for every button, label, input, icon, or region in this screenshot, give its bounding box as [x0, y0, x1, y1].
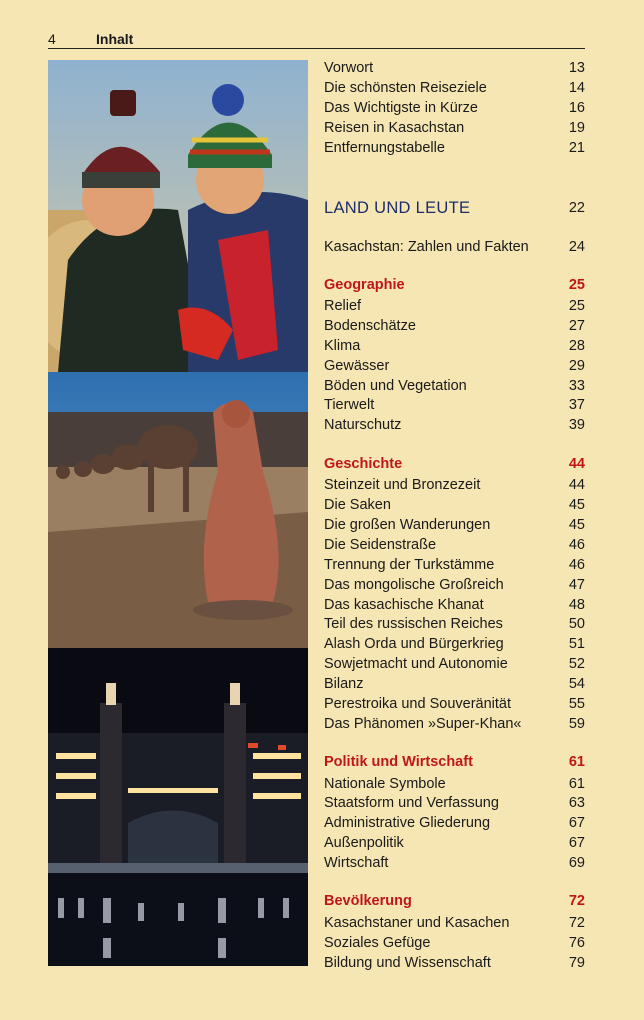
- toc-section-heading[interactable]: [324, 752, 585, 772]
- toc-section-title: Politik und Wirtschaft: [324, 754, 473, 770]
- toc-entry[interactable]: [324, 774, 585, 794]
- photo-children: [48, 60, 308, 372]
- toc-entry-page: 52: [568, 656, 585, 672]
- toc-section-heading[interactable]: [324, 454, 585, 474]
- toc-entry[interactable]: [324, 415, 585, 435]
- toc-entry-title: Entfernungstabelle: [324, 140, 445, 156]
- toc-entry[interactable]: [324, 674, 585, 694]
- toc-entry-title: Klima: [324, 338, 361, 354]
- toc-entry-title: Tierwelt: [324, 397, 375, 413]
- photo-column: [48, 60, 308, 966]
- toc-section-page: 72: [568, 893, 585, 909]
- toc-entry-page: 45: [568, 517, 585, 533]
- toc-entry-title: Gewässer: [324, 358, 390, 374]
- toc-entry-title: Das Phänomen »Super-Khan«: [324, 716, 522, 732]
- toc-entry[interactable]: [324, 933, 585, 953]
- toc-entry[interactable]: [324, 614, 585, 634]
- toc-entry[interactable]: [324, 237, 585, 257]
- running-head: Inhalt: [96, 31, 134, 47]
- toc-entry-title: Soziales Gefüge: [324, 935, 431, 951]
- toc-entry-page: 16: [568, 100, 585, 116]
- toc-entry-title: Nationale Symbole: [324, 776, 446, 792]
- toc-section-page: 44: [568, 456, 585, 472]
- toc-entry-page: 33: [568, 378, 585, 394]
- toc-entry[interactable]: [324, 98, 585, 118]
- toc-entry[interactable]: [324, 515, 585, 535]
- toc-entry[interactable]: [324, 58, 585, 78]
- toc-section-title: Geschichte: [324, 456, 403, 472]
- toc-entry-page: 24: [568, 239, 585, 255]
- toc-entry-page: 44: [568, 477, 585, 493]
- toc-entry-title: Böden und Vegetation: [324, 378, 467, 394]
- toc-entry[interactable]: [324, 793, 585, 813]
- toc-entry[interactable]: [324, 853, 585, 873]
- toc-section-heading[interactable]: [324, 275, 585, 295]
- toc-entry-title: Bildung und Wissenschaft: [324, 955, 491, 971]
- toc-entry-page: 47: [568, 577, 585, 593]
- toc-entry[interactable]: [324, 118, 585, 138]
- toc-entry[interactable]: [324, 78, 585, 98]
- toc-section-page: 25: [568, 277, 585, 293]
- toc-entry[interactable]: [324, 395, 585, 415]
- toc-section-title: Bevölkerung: [324, 893, 412, 909]
- toc-entry-page: 67: [568, 835, 585, 851]
- toc-section-title: Geographie: [324, 277, 405, 293]
- toc-entry-page: 48: [568, 597, 585, 613]
- toc-entry[interactable]: [324, 714, 585, 734]
- toc-entry-page: 25: [568, 298, 585, 314]
- toc-entry-page: 13: [568, 60, 585, 76]
- toc-entry-title: Die großen Wanderungen: [324, 517, 491, 533]
- toc-entry[interactable]: [324, 296, 585, 316]
- toc-entry[interactable]: [324, 535, 585, 555]
- toc-entry-title: Wirtschaft: [324, 855, 389, 871]
- toc-entry-title: Steinzeit und Bronzezeit: [324, 477, 481, 493]
- toc-entry[interactable]: [324, 953, 585, 973]
- toc-entry[interactable]: [324, 138, 585, 158]
- toc-entry[interactable]: [324, 694, 585, 714]
- toc-entry-title: Perestroika und Souveränität: [324, 696, 511, 712]
- toc-entry[interactable]: [324, 376, 585, 396]
- toc-entry[interactable]: [324, 833, 585, 853]
- toc-entry[interactable]: [324, 654, 585, 674]
- toc-entry-page: 46: [568, 537, 585, 553]
- toc-entry-title: Außenpolitik: [324, 835, 404, 851]
- toc-entry-page: 27: [568, 318, 585, 334]
- toc-entry-page: 39: [568, 417, 585, 433]
- toc-entry-page: 69: [568, 855, 585, 871]
- toc-entry-page: 19: [568, 120, 585, 136]
- toc-entry-page: 28: [568, 338, 585, 354]
- toc-entry-title: Bodenschätze: [324, 318, 416, 334]
- toc-part-title: LAND UND LEUTE: [324, 199, 471, 217]
- toc-part-heading[interactable]: [324, 198, 585, 218]
- toc-entry-page: 61: [568, 776, 585, 792]
- toc-entry-page: 63: [568, 795, 585, 811]
- toc-entry-title: Das Wichtigste in Kürze: [324, 100, 478, 116]
- toc-entry[interactable]: [324, 495, 585, 515]
- toc-entry-title: Relief: [324, 298, 362, 314]
- toc-entry-page: 76: [568, 935, 585, 951]
- toc-entry-page: 21: [568, 140, 585, 156]
- toc-entry-title: Die schönsten Reiseziele: [324, 80, 487, 96]
- toc-entry[interactable]: [324, 813, 585, 833]
- photo-night-building: [48, 648, 308, 966]
- toc-entry-page: 46: [568, 557, 585, 573]
- toc-entry-title: Alash Orda und Bürgerkrieg: [324, 636, 504, 652]
- toc-entry-title: Sowjetmacht und Autonomie: [324, 656, 508, 672]
- toc-entry-title: Die Seidenstraße: [324, 537, 437, 553]
- toc-entry-title: Teil des russischen Reiches: [324, 616, 503, 632]
- toc-entry-page: 45: [568, 497, 585, 513]
- toc-entry-page: 50: [568, 616, 585, 632]
- toc-entry-title: Das kasachische Khanat: [324, 597, 484, 613]
- toc-section-heading[interactable]: [324, 891, 585, 911]
- toc-entry-page: 79: [568, 955, 585, 971]
- toc-entry-title: Staatsform und Verfassung: [324, 795, 499, 811]
- toc-entry[interactable]: [324, 595, 585, 615]
- toc-entry-title: Naturschutz: [324, 417, 402, 433]
- toc-entry[interactable]: [324, 913, 585, 933]
- toc-entry[interactable]: [324, 316, 585, 336]
- page-number: 4: [48, 31, 56, 47]
- toc-entry-page: 67: [568, 815, 585, 831]
- photo-statues: [48, 372, 308, 648]
- toc-entry-title: Trennung der Turkstämme: [324, 557, 495, 573]
- toc-entry-title: Bilanz: [324, 676, 364, 692]
- toc-entry[interactable]: [324, 336, 585, 356]
- toc-part-page: 22: [568, 200, 585, 216]
- toc-entry-title: Kasachstaner und Kasachen: [324, 915, 510, 931]
- toc-entry-page: 29: [568, 358, 585, 374]
- toc-entry-page: 37: [568, 397, 585, 413]
- toc-entry-title: Reisen in Kasachstan: [324, 120, 465, 136]
- toc-entry-title: Das mongolische Großreich: [324, 577, 504, 593]
- toc-entry-title: Kasachstan: Zahlen und Fakten: [324, 239, 529, 255]
- toc-entry-page: 54: [568, 676, 585, 692]
- page-header: [48, 30, 585, 49]
- toc-entry[interactable]: [324, 356, 585, 376]
- toc-entry[interactable]: [324, 475, 585, 495]
- toc-entry[interactable]: [324, 575, 585, 595]
- toc-section-page: 61: [568, 754, 585, 770]
- toc-entry-page: 59: [568, 716, 585, 732]
- toc-entry-page: 55: [568, 696, 585, 712]
- toc-entry-title: Vorwort: [324, 60, 374, 76]
- toc-entry-title: Administrative Gliederung: [324, 815, 491, 831]
- toc-entry-page: 72: [568, 915, 585, 931]
- toc-entry[interactable]: [324, 555, 585, 575]
- toc-entry[interactable]: [324, 634, 585, 654]
- toc-entry-title: Die Saken: [324, 497, 391, 513]
- toc-entry-page: 14: [568, 80, 585, 96]
- toc-entry-page: 51: [568, 636, 585, 652]
